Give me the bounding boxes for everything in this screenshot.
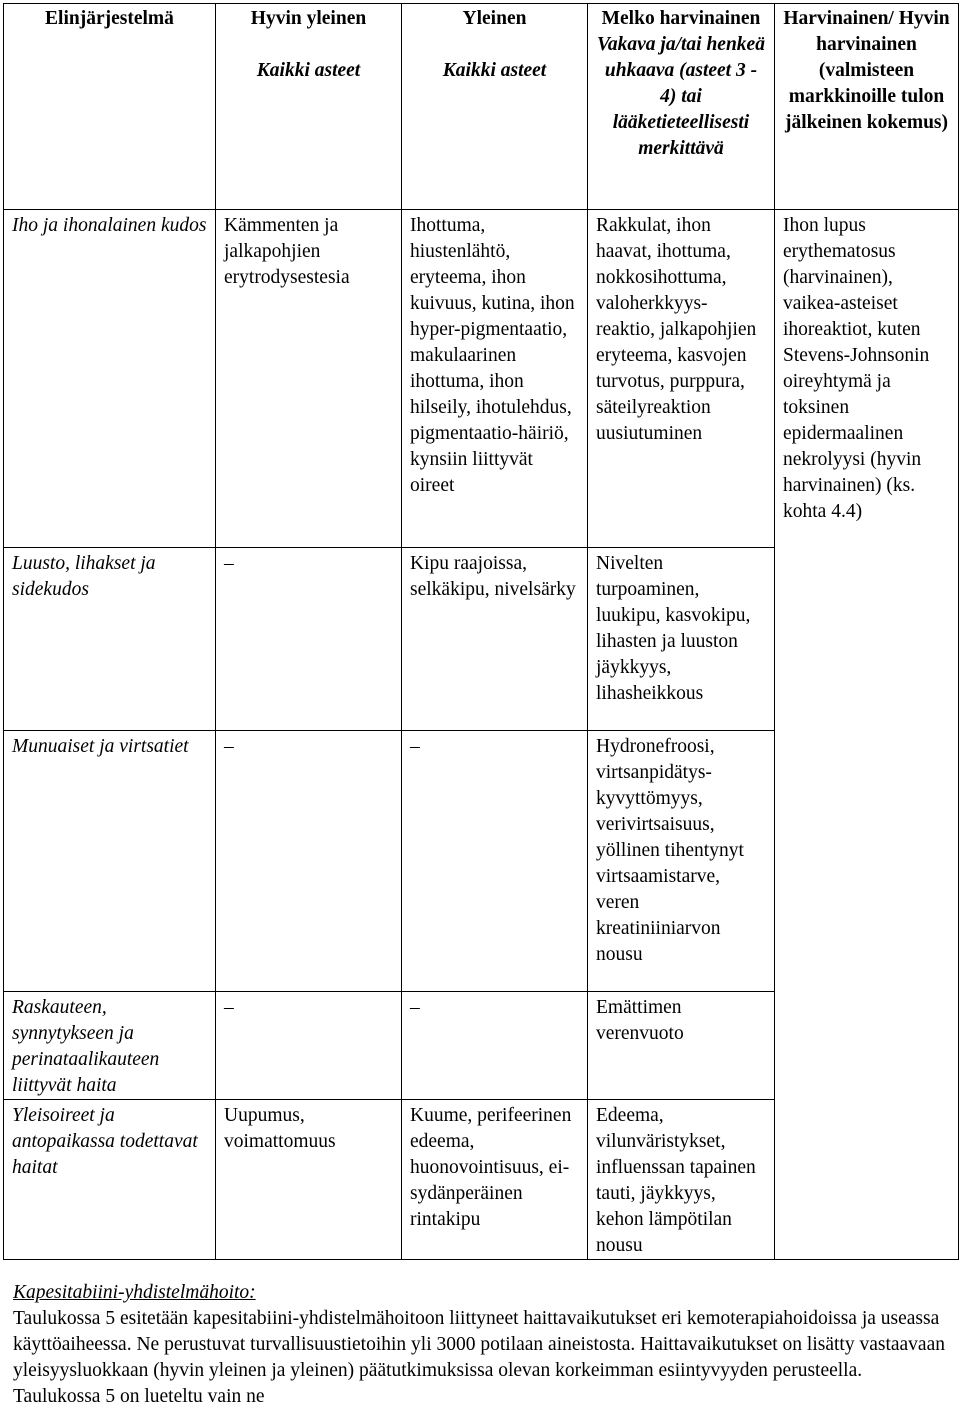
header-system: Elinjärjestelmä [4, 4, 216, 210]
system-cell: Raskauteen, synnytykseen ja perinataalikauteen liittyvät haita [4, 992, 216, 1100]
header-row [4, 4, 959, 210]
rare-cell: Ihon lupus erythematosus (harvinainen), vaikea-asteiset ihoreaktiot, kuten Stevens-Johnsonin oireyhtymä ja toksinen epidermaalinen nekrolyysi (hyvin harvinainen) (ks. kohta 4.4) [775, 210, 959, 548]
dash-mark: – [224, 736, 234, 757]
system-cell: Yleisoireet ja antopaikassa todettavat haitat [4, 1100, 216, 1260]
footer-paragraph: Taulukossa 5 esitetään kapesitabiini-yhdistelmähoitoon liittyneet haittavaikutukset eri kemoterapiahoidoissa ja useassa käyttöaiheessa. Ne perustuvat turvallisuustietoihin yli 3000 potilaan aineistosta. Haittavaikutukset on lisätty vastaavaan yleisyysluokkaan (hyvin yleinen ja yleinen) päätutkimuksissa olevan korkeimman esiintyvyyden perusteella. Taulukossa 5 on lueteltu vain ne [13, 1308, 945, 1407]
footer-title: Kapesitabiini-yhdistelmähoito: [13, 1282, 256, 1303]
uncommon-cell: Emättimen verenvuoto [588, 992, 775, 1100]
table-row [4, 992, 959, 1100]
common-cell: Ihottuma, hiustenlähtö, eryteema, ihon kuivuus, kutina, ihon hyper-pigmentaatio, makulaarinen ihottuma, ihon hilseily, ihotulehdus, pigmentaatio-häiriö, kynsiin liittyvät oireet [402, 210, 588, 548]
common-cell [402, 992, 588, 1100]
rare-cell [775, 992, 959, 1100]
common-cell [402, 731, 588, 992]
header-common: Yleinen Kaikki asteet [402, 4, 588, 210]
dash-mark: – [224, 997, 234, 1018]
footer-section [13, 1280, 948, 1410]
table-row [4, 1100, 959, 1260]
header-rare: Harvinainen/ Hyvin harvinainen (valmisteen markkinoille tulon jälkeinen kokemus) [775, 4, 959, 210]
rare-cell [775, 731, 959, 992]
uncommon-cell: Nivelten turpoaminen, luukipu, kasvokipu, lihasten ja luuston jäykkyys, lihasheikkous [588, 548, 775, 731]
very-common-cell: Kämmenten ja jalkapohjien erytrodysestesia [216, 210, 402, 548]
adverse-effects-table [3, 3, 959, 1260]
very-common-cell [216, 548, 402, 731]
header-very-common: Hyvin yleinen Kaikki asteet [216, 4, 402, 210]
uncommon-cell: Edeema, vilunväristykset, influenssan tapainen tauti, jäykkyys, kehon lämpötilan nousu [588, 1100, 775, 1260]
dash-mark: – [410, 997, 420, 1018]
uncommon-cell: Hydronefroosi, virtsanpidätys-kyvyttömyys, verivirtsaisuus, yöllinen tihentynyt virtsaamistarve, veren kreatiniiniarvon nousu [588, 731, 775, 992]
table-row [4, 548, 959, 731]
table-row [4, 731, 959, 992]
very-common-cell: Uupumus, voimattomuus [216, 1100, 402, 1260]
header-uncommon: Melko harvinainen Vakava ja/tai henkeä uhkaava (asteet 3 - 4) tai lääketieteellisesti merkittävä [588, 4, 775, 210]
dash-mark: – [224, 553, 234, 574]
uncommon-cell: Rakkulat, ihon haavat, ihottuma, nokkosihottuma, valoherkkyys-reaktio, jalkapohjien eryteema, kasvojen turvotus, purppura, säteilyreaktion uusiutuminen [588, 210, 775, 548]
dash-mark: – [410, 736, 420, 757]
very-common-cell [216, 992, 402, 1100]
common-cell: Kuume, perifeerinen edeema, huonovointisuus, ei-sydänperäinen rintakipu [402, 1100, 588, 1260]
rare-cell [775, 548, 959, 731]
system-cell: Munuaiset ja virtsatiet [4, 731, 216, 992]
system-cell: Luusto, lihakset ja sidekudos [4, 548, 216, 731]
common-cell: Kipu raajoissa, selkäkipu, nivelsärky [402, 548, 588, 731]
system-cell: Iho ja ihonalainen kudos [4, 210, 216, 548]
rare-cell [775, 1100, 959, 1260]
table-row [4, 210, 959, 548]
very-common-cell [216, 731, 402, 992]
